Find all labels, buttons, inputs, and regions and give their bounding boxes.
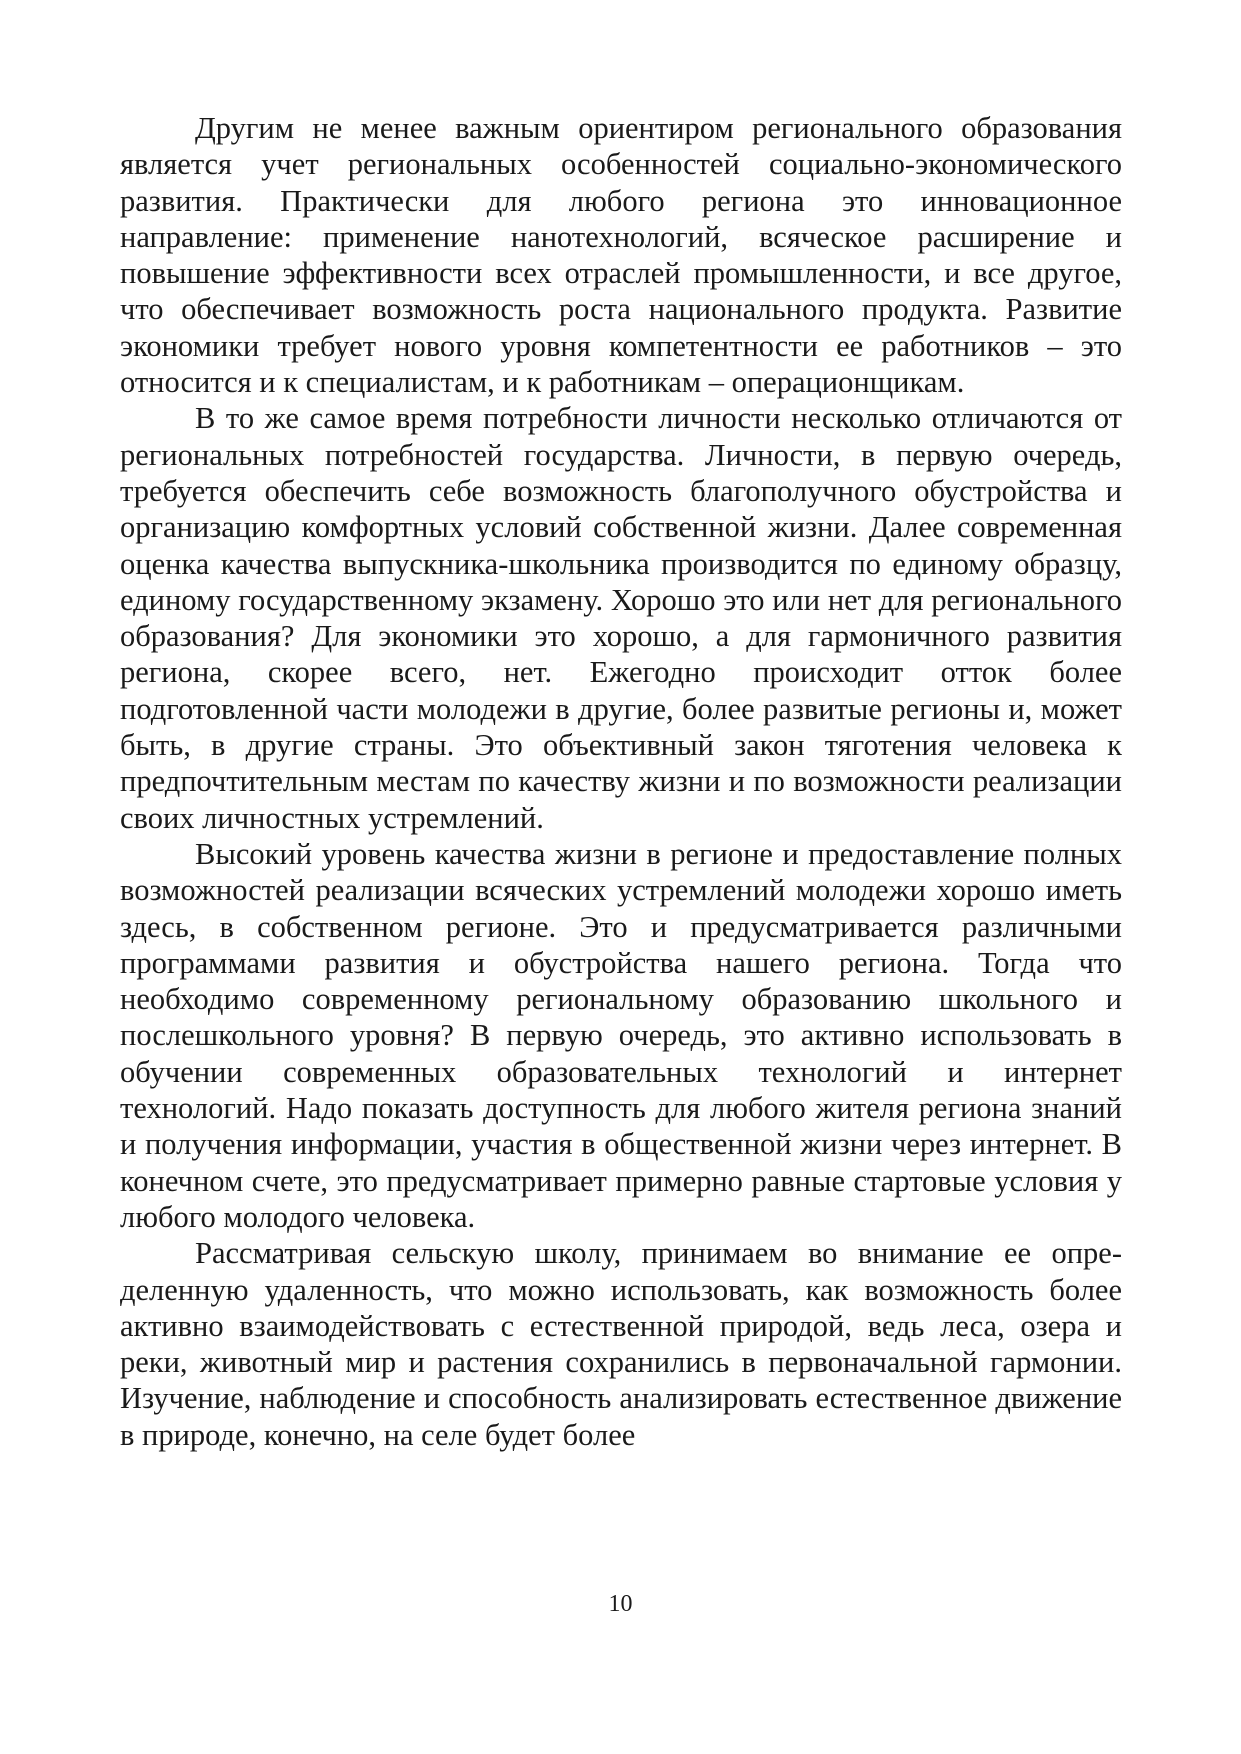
paragraph-3: Высокий уровень качества жизни в регионе и предоставление полных возможностей реализации всяческих устремлений молодежи хорошо иметь здесь, в собственном регионе. Это и предусматривается различными программами развития и обустройства нашего региона. Тогда что необходимо современному региональному образованию школьного и послешкольного уровня? В первую очередь, это активно использовать в обучении современных образовательных технологий и интернет технологий. Надо показать доступность для любого жителя региона знаний и получения информации, участия в общественной жизни через интернет. В конечном счете, это предусматривает примерно равные стартовые условия у любого молодого человека.: [120, 836, 1122, 1234]
page-body: [120, 110, 1122, 1650]
page-number: 10: [608, 1591, 633, 1617]
paragraph-4: Рассматривая сельскую школу, принимаем во внимание ее определенную удаленность, что можно использовать, как возможность более активно взаимодействовать с естественной природой, ведь леса, озера и реки, животный мир и растения сохранились в первоначальной гармонии. Изучение, наблюдение и способность анализировать естественное движение в природе, конечно, на селе будет более: [120, 1236, 1122, 1452]
paragraph-2: В то же самое время потребности личности несколько отличаются от региональных потребностей государства. Личности, в первую очередь, требуется обеспечить себе возможность благополучного обустройства и организацию комфортных условий собственной жизни. Далее современная оценка качества выпускника-школьника производится по единому образцу, единому государственному экзамену. Хорошо это или нет для регионального образования? Для экономики это хорошо, а для гармоничного развития региона, скорее всего, нет. Ежегодно происходит отток более подготовленной части молодежи в другие, более развитые регионы и, может быть, в другие страны. Это объективный закон тяготения человека к предпочтительным местам по качеству жизни и по возможности реализации своих личностных устремлений.: [120, 401, 1122, 835]
paragraph-1: Другим не менее важным ориентиром регионального образования является учет региональных особенностей социально-экономического развития. Практически для любого региона это инновационное направление: применение нанотехнологий, всяческое расширение и повышение эффективности всех отраслей промышленности, и все другое, что обеспечивает возможность роста национального продукта. Развитие экономики требует нового уровня компетентности ее работников – это относится и к специалистам, и к работникам – операционщикам.: [120, 111, 1122, 400]
